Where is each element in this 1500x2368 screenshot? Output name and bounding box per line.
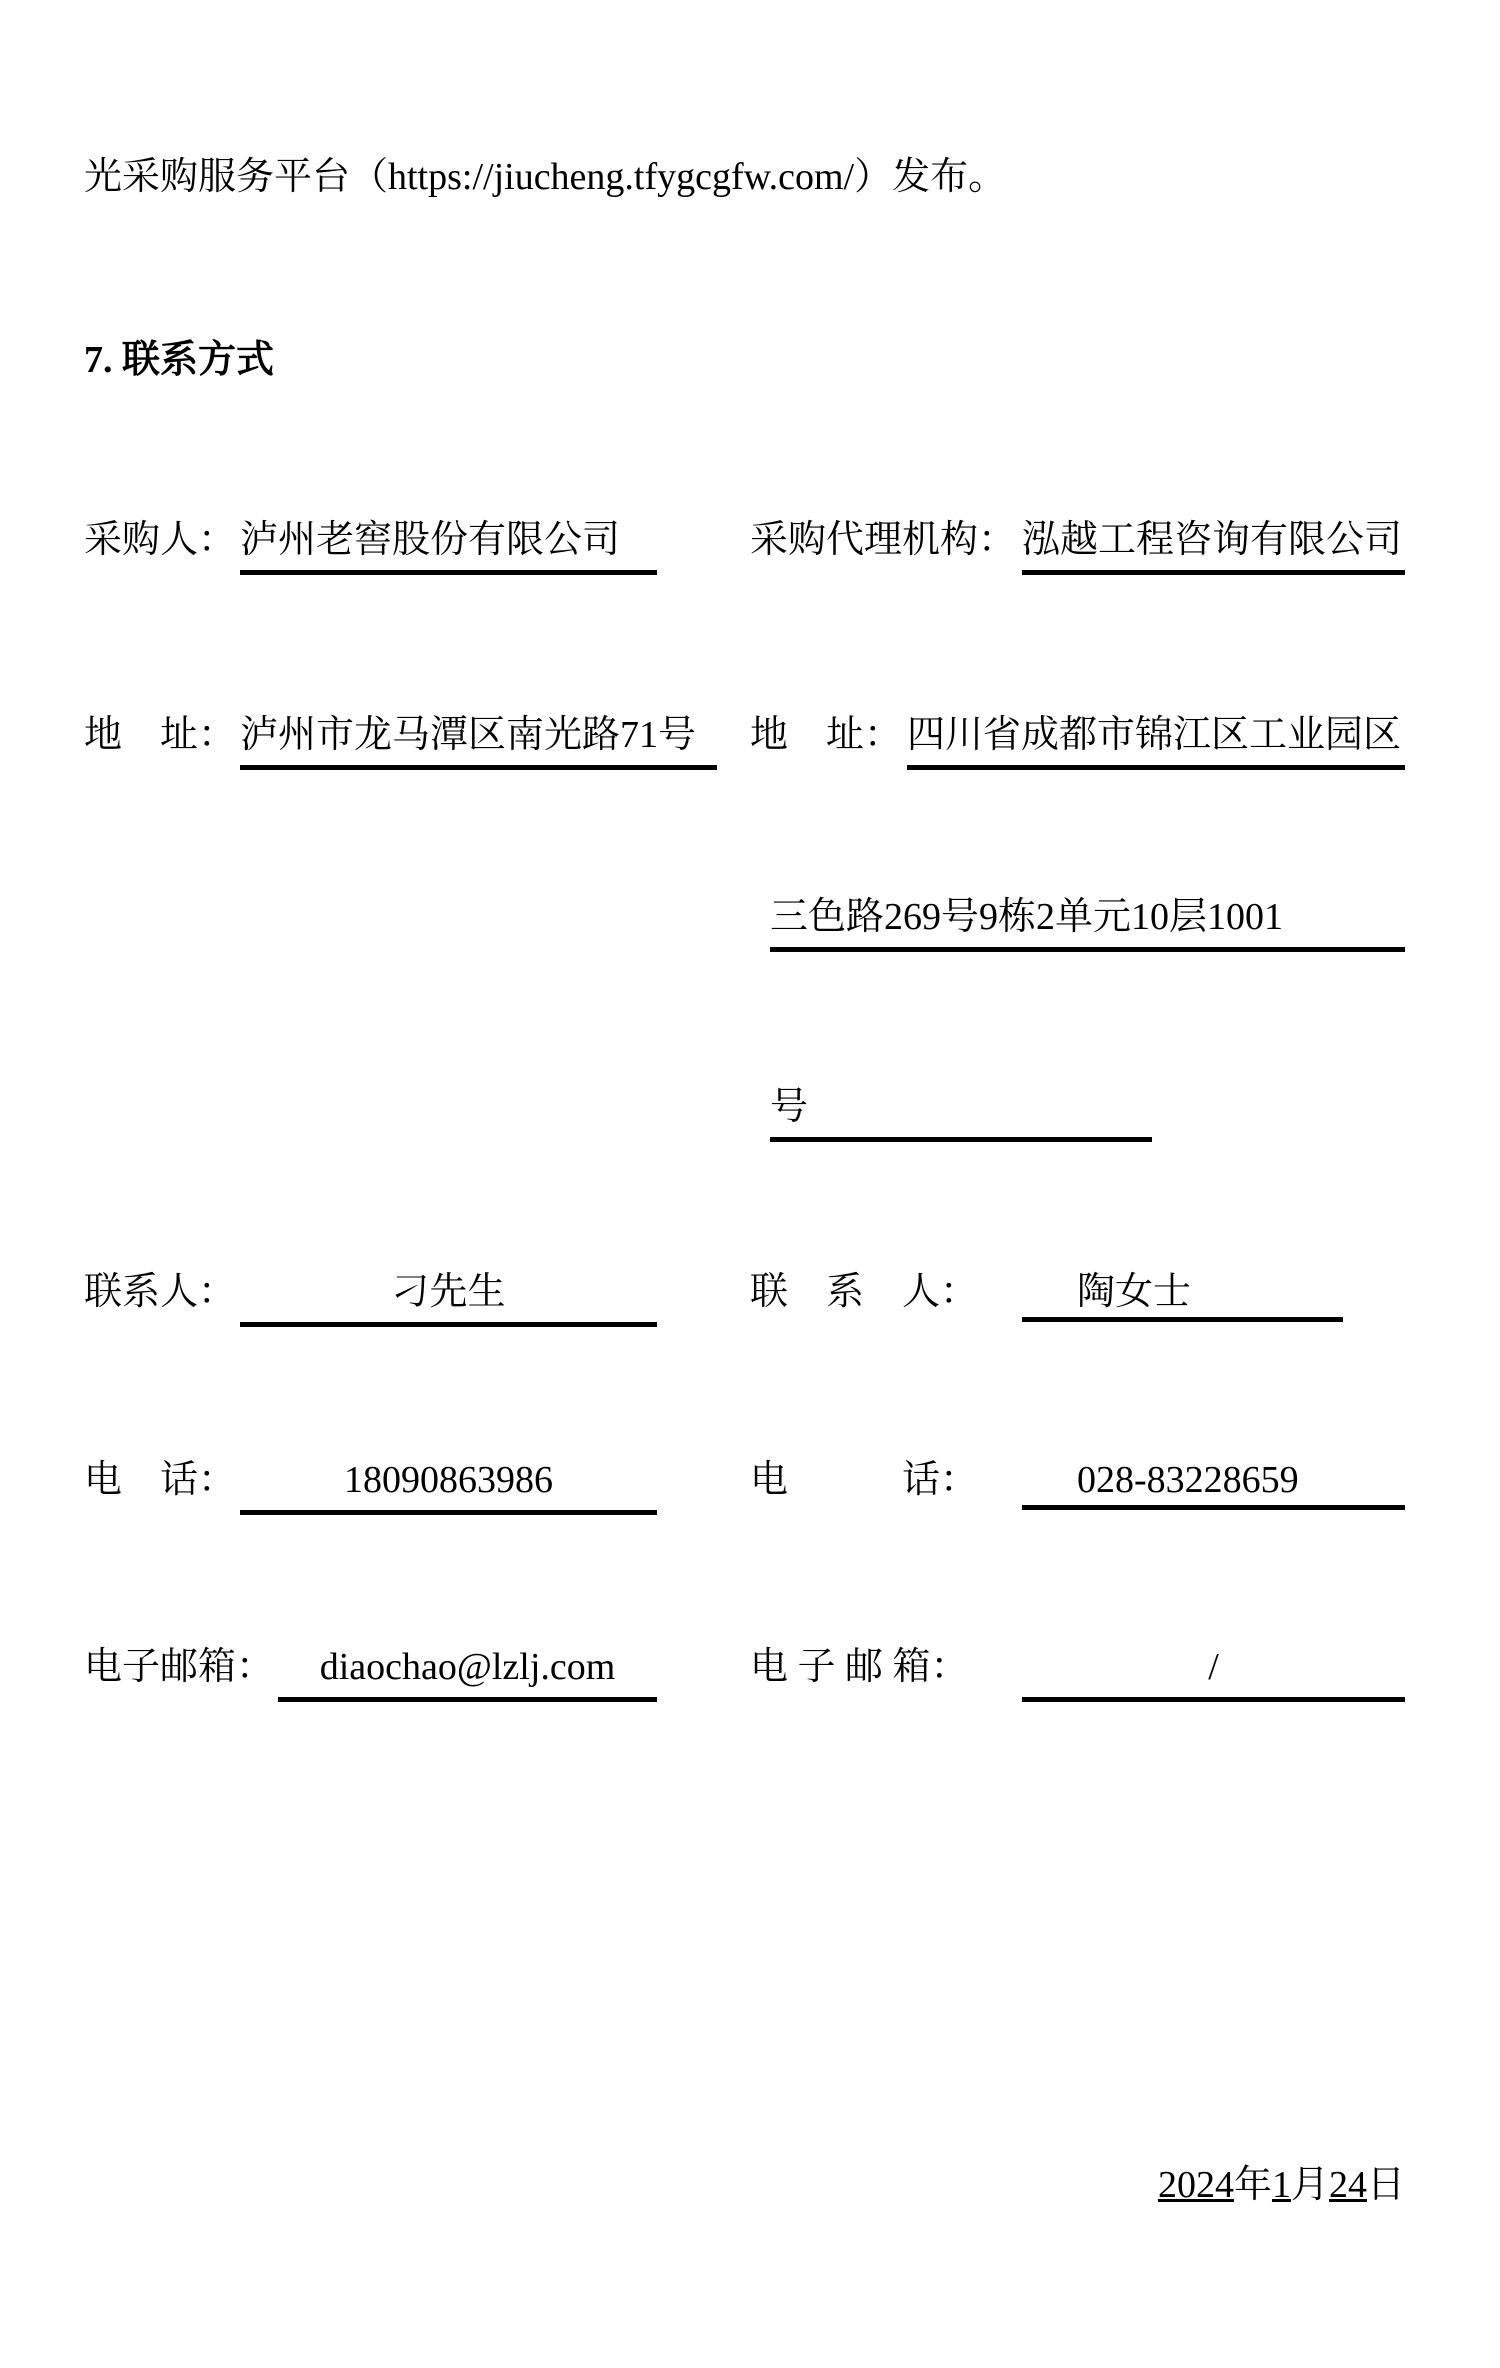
agency-address-label: 地 址： <box>750 714 903 756</box>
agency-phone-label: 电 话： <box>750 1459 979 1501</box>
buyer-email-label: 电子邮箱： <box>84 1646 275 1688</box>
date-day-unit: 日 <box>1366 2164 1405 2206</box>
date-year: 2024 <box>1157 2164 1234 2206</box>
section-heading: 7. 联系方式 <box>84 339 275 381</box>
document-date <box>1158 2155 1405 2215</box>
buyer-name: 泸州老窖股份有限公司 <box>240 510 657 575</box>
date-month-unit: 月 <box>1290 2164 1329 2206</box>
buyer-email: diaochao@lzlj.com <box>278 1637 657 1702</box>
agency-address-line3: 号 <box>770 1077 1152 1142</box>
date-month: 1 <box>1271 2164 1291 2206</box>
buyer-phone: 18090863986 <box>240 1450 657 1515</box>
buyer-name-label: 采购人： <box>84 519 237 561</box>
agency-contact-label: 联 系 人： <box>750 1271 979 1313</box>
agency-phone: 028-83228659 <box>1022 1450 1405 1510</box>
agency-email: / <box>1022 1637 1405 1702</box>
date-year-unit: 年 <box>1233 2164 1272 2206</box>
buyer-contact-label: 联系人： <box>84 1271 237 1313</box>
intro-line: 光采购服务平台（https://jiucheng.tfygcgfw.com/）发布。 <box>84 156 1007 198</box>
agency-contact: 陶女士 <box>1022 1262 1343 1322</box>
agency-email-label: 电 子 邮 箱： <box>750 1646 969 1688</box>
agency-address-line2: 三色路269号9栋2单元10层1001 <box>770 887 1405 952</box>
agency-name-label: 采购代理机构： <box>750 519 1017 561</box>
buyer-address: 泸州市龙马潭区南光路71号 <box>240 705 717 770</box>
buyer-phone-label: 电 话： <box>84 1459 237 1501</box>
date-day: 24 <box>1328 2164 1367 2206</box>
buyer-address-label: 地 址： <box>84 714 237 756</box>
buyer-contact: 刁先生 <box>240 1262 657 1327</box>
agency-name: 泓越工程咨询有限公司 <box>1022 510 1405 575</box>
agency-address-line1: 四川省成都市锦江区工业园区 <box>907 705 1405 770</box>
